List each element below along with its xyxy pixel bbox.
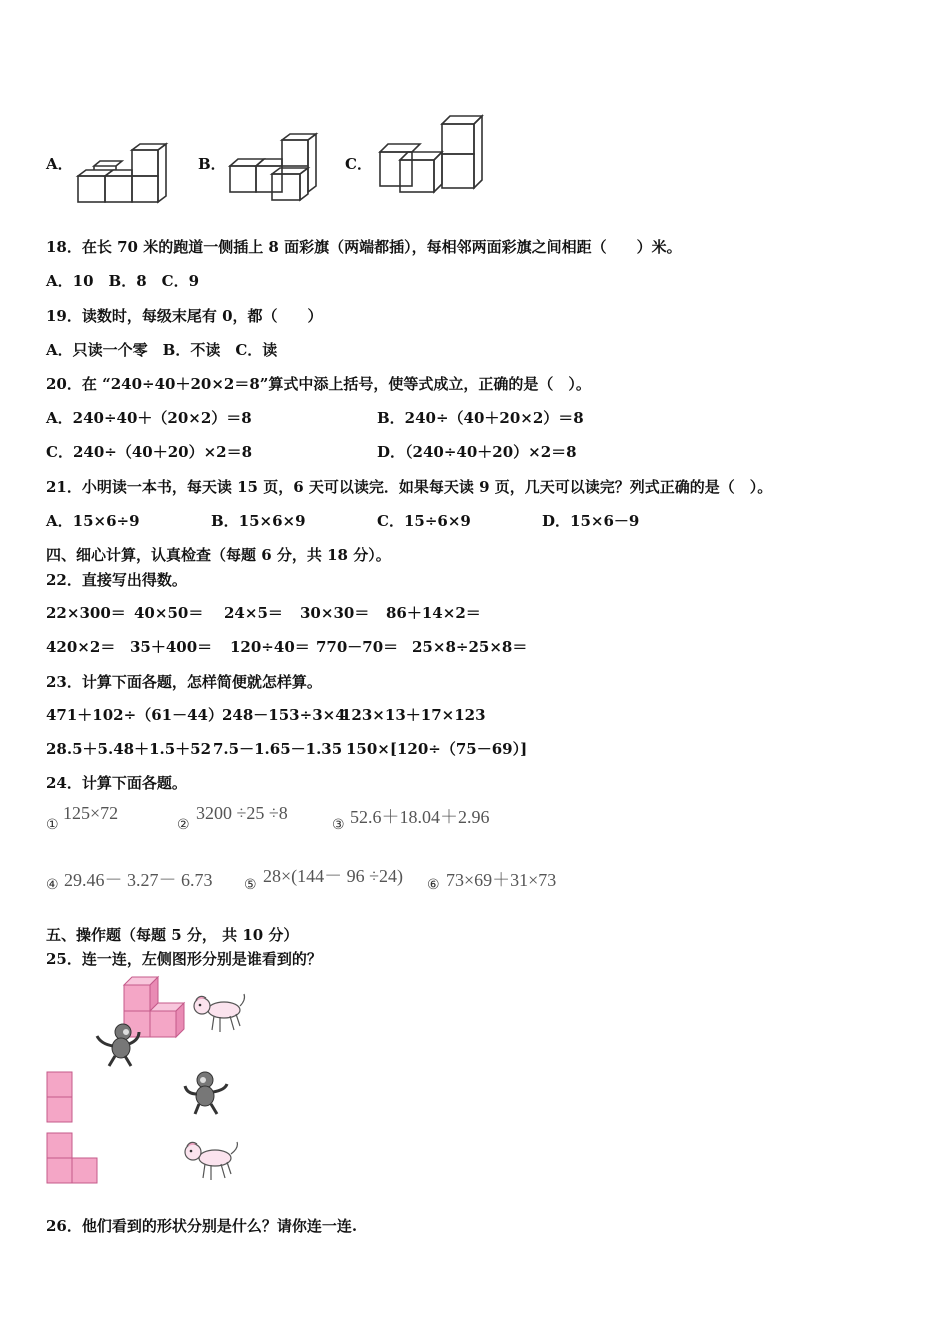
q24-item-number: ⑤ [244, 877, 257, 893]
q19-question: 19．读数时，每级末尾有 0，都（ ） [46, 307, 323, 325]
q24-item-expression: 125×72 [63, 803, 119, 823]
monkey-icon [183, 1070, 231, 1116]
q18-question: 18．在长 70 米的跑道一侧插上 8 面彩旗（两端都插），每相邻两面彩旗之间相距（ ）米。 [46, 238, 682, 256]
shape-vertical-two-squares [46, 1071, 74, 1125]
q23-item: 150×[120÷（75－69）] [346, 740, 528, 758]
q22-item: 35＋400＝ [130, 638, 213, 656]
q21-option-d: D．15×6－9 [542, 512, 640, 530]
q24-item-number: ⑥ [427, 877, 440, 893]
q24-question: 24．计算下面各题。 [46, 774, 187, 792]
q24-item-expression: 52.6＋18.04＋2.96 [350, 807, 490, 827]
q21-question: 21．小明读一本书，每天读 15 页，6 天可以读完．如果每天读 9 页，几天可以读完？列式正确的是（ ）。 [46, 478, 773, 496]
q26-question: 26．他们看到的形状分别是什么？请你连一连. [46, 1217, 358, 1235]
q23-item: 7.5－1.65－1.35 [213, 740, 343, 758]
cube-figure-a [76, 140, 168, 206]
section-4-title: 四、细心计算，认真检查（每题 6 分，共 18 分）。 [46, 546, 391, 564]
cube-figure-b [226, 132, 322, 206]
monkey-icon [93, 1022, 143, 1068]
q24-item-expression: 73×69＋31×73 [446, 870, 557, 890]
q24-item-expression: 29.46－ 3.27－ 6.73 [64, 870, 213, 890]
q22-question: 22．直接写出得数。 [46, 571, 187, 589]
q21-option-a: A．15×6÷9 [46, 512, 140, 530]
q22-item: 25×8÷25×8＝ [412, 638, 528, 656]
q18-options: A．10 B．8 C．9 [46, 272, 200, 290]
q23-item: 471＋102÷（61－44） [46, 706, 223, 724]
shape-l-three-squares [46, 1132, 100, 1186]
q22-item: 22×300＝ [46, 604, 126, 622]
q22-item: 24×5＝ [224, 604, 283, 622]
q24-item-number: ③ [332, 817, 345, 833]
q22-item: 40×50＝ [134, 604, 204, 622]
q23-item: 28.5＋5.48＋1.5＋52 [46, 740, 212, 758]
q20-option-c: C．240÷（40＋20）×2＝8 [46, 443, 253, 461]
q20-option-a: A．240÷40＋（20×2）＝8 [46, 409, 252, 427]
q21-option-b: B．15×6×9 [211, 512, 306, 530]
q24-item-expression: 3200 ÷25 ÷8 [196, 803, 288, 823]
q20-option-d: D．（240÷40＋20）×2＝8 [377, 443, 577, 461]
q23-item: 123×13＋17×123 [341, 706, 486, 724]
q21-option-c: C．15÷6×9 [377, 512, 471, 530]
section-5-title: 五、操作题（每题 5 分， 共 10 分） [46, 926, 299, 944]
q22-item: 120÷40＝ [230, 638, 310, 656]
q22-item: 770－70＝ [316, 638, 399, 656]
q17-option-a-label: A． [46, 155, 73, 173]
cube-figure-c [376, 112, 486, 196]
q24-item-number: ① [46, 817, 59, 833]
dog-icon [190, 992, 248, 1034]
q22-item: 420×2＝ [46, 638, 116, 656]
q17-option-b-label: B． [198, 155, 226, 173]
q24-item-number: ② [177, 817, 190, 833]
q20-option-b: B．240÷（40＋20×2）＝8 [377, 409, 584, 427]
q25-question: 25．连一连，左侧图形分别是谁看到的？ [46, 950, 322, 968]
q24-item-expression: 28×(144－ 96 ÷24) [263, 866, 404, 886]
q23-item: 248－153÷3×4 [222, 706, 346, 724]
dog-icon [181, 1138, 241, 1182]
q17-option-c-label: C． [345, 155, 372, 173]
q23-question: 23．计算下面各题，怎样简便就怎样算。 [46, 673, 322, 691]
q22-item: 30×30＝ [300, 604, 370, 622]
q19-options: A．只读一个零 B．不读 C．读 [46, 341, 278, 359]
q22-item: 86＋14×2＝ [386, 604, 481, 622]
q20-question: 20．在 “240÷40＋20×2＝8”算式中添上括号，使等式成立，正确的是（ ）。 [46, 375, 591, 393]
q24-item-number: ④ [46, 877, 59, 893]
